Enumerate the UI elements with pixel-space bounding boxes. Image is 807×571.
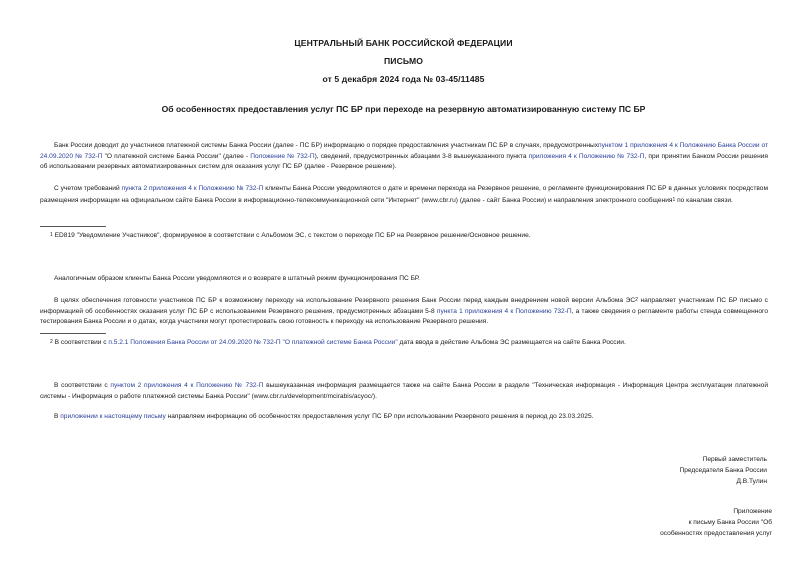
appendix-line-3: особенностях предоставления услуг (660, 529, 772, 537)
signature-block (679, 455, 767, 487)
paragraph-5 (40, 381, 768, 402)
footnote-mark: 2 (50, 339, 53, 345)
text: "О платежной системе Банка России" (102, 152, 221, 160)
link-point1-appendix4[interactable]: пунктом 1 приложения 4 к Положению Банка России от 24.09.2020 № 732-П (40, 142, 768, 160)
link-point2-appendix4[interactable]: пункта 2 приложения 4 к Положению № 732-П (121, 185, 264, 192)
footnote-text: В соответствии с (52, 339, 109, 346)
link-point1-appendix4-732p[interactable]: пункта 1 приложения 4 к Положению 732-П (436, 307, 572, 315)
signer-name: Д.В.Тулин (736, 477, 767, 485)
text: направляем информацию об особенностях предоставления услуг ПС БР при использовании Резервного решения в период до 23.03.2025. (165, 413, 594, 420)
link-regulation-732p[interactable]: Положение № 732-П (250, 152, 315, 160)
paragraph-6 (40, 412, 768, 423)
text: ), сведений, предусмотренных абзацами 3-8 вышеуказанного пункта (314, 152, 529, 160)
paragraph-2 (40, 184, 768, 206)
text: , при принятии Банком России решения об использовании резервных автоматизированных систем для оказания услуг ПС БР (далее - Резервное решение). (40, 152, 768, 171)
footnote-mark: 1 (50, 232, 53, 238)
text: Аналогичным образом клиенты Банка России уведомляются и о возврате в штатный режим функционирования ПС БР. (54, 275, 420, 282)
link-appendix-to-letter[interactable]: приложении к настоящему письму (60, 413, 166, 420)
footnote-text: ED819 "Уведомление Участников", формируемое в соответствии с Альбомом ЭС, с текстом о переходе ПС БР на Резервное решение/Основное решение. (52, 232, 531, 239)
link-point-5-2-1[interactable]: п.5.2.1 Положения Банка России от 24.09.2020 № 732-П "О платежной системе Банка России" (108, 339, 398, 346)
text: Банк России доводит до участников платежной системы Банка России (далее - ПС БР) информацию о порядке предоставления участникам ПС БР в случаях, предусмотренных (54, 142, 599, 149)
signer-position-2: Председателя Банка России (679, 466, 767, 474)
document-title: Об особенностях предоставления услуг ПС БР при переходе на резервную автоматизированную систему ПС БР (161, 104, 646, 114)
text: В целях обеспечения готовности участников ПС БР к возможному переходу на использование Резервного решения Банк России перед каждым внедрением новой версии Альбома ЭС (54, 297, 636, 304)
footnote-divider (40, 226, 106, 227)
document-date-number: от 5 декабря 2024 года № 03-45/11485 (322, 74, 485, 84)
bank-name: ЦЕНТРАЛЬНЫЙ БАНК РОССИЙСКОЙ ФЕДЕРАЦИИ (294, 38, 513, 48)
link-appendix4-732p[interactable]: приложения 4 к Положению № 732-П (528, 152, 645, 160)
footnote-2 (50, 337, 768, 348)
text: В (54, 413, 61, 420)
footnote-ref-2: 2 (635, 297, 638, 303)
appendix-line-2: к письму Банка России "Об (688, 518, 772, 526)
text: В соответствии с (54, 382, 111, 389)
paragraph-1 (40, 141, 768, 173)
footnote-text: дата ввода в действие Альбома ЭС размещается на сайте Банка России. (397, 339, 626, 346)
document-type: ПИСЬМО (384, 56, 423, 66)
text: по каналам связи. (675, 196, 733, 204)
appendix-block (648, 507, 772, 539)
text: (далее - (220, 152, 251, 160)
text: клиенты Банка России уведомляются о дате и времени перехода на Резервное решение, о регламенте функционирования ПС БР в данных условиях посредством размещения информации на официальном сайте Банка России в информационно-телекоммуникационной сети "Интернет" (www.cbr.ru) (далее - сайт Банка России) и направления электронного сообщения (40, 185, 768, 204)
footnote-1 (50, 230, 768, 241)
text: направляет участникам ПС БР письмо с информацией об особенностях оказания услуг ПС БР с использованием Резервного решения, предусмотренных абзацами 5-8 (40, 297, 768, 315)
text: вышеуказанная информация размещается также на сайте Банка России в разделе "Техническая информация - Информация Центра эксплуатации платежной системы - Информация о работе платежной системы Банка России" (www.cbr.ru/development/mcirabis/acyoc/). (40, 382, 769, 400)
text: С учетом требований (54, 185, 122, 192)
link-point2-appendix4-732p[interactable]: пунктом 2 приложения 4 к Положению № 732-П (110, 382, 264, 389)
appendix-label: Приложение (733, 508, 772, 515)
footnote-divider (40, 333, 106, 334)
signer-position-1: Первый заместитель (702, 456, 767, 463)
footnote-ref-1: 1 (672, 196, 676, 203)
text: , а также сведения о регламенте работы стенда совмещенного тестирования Банка России и о датах, когда участники могут протестировать свою готовность к переходу на использование Резервного решения. (40, 307, 768, 326)
paragraph-4 (40, 295, 768, 328)
paragraph-3 (40, 274, 768, 285)
